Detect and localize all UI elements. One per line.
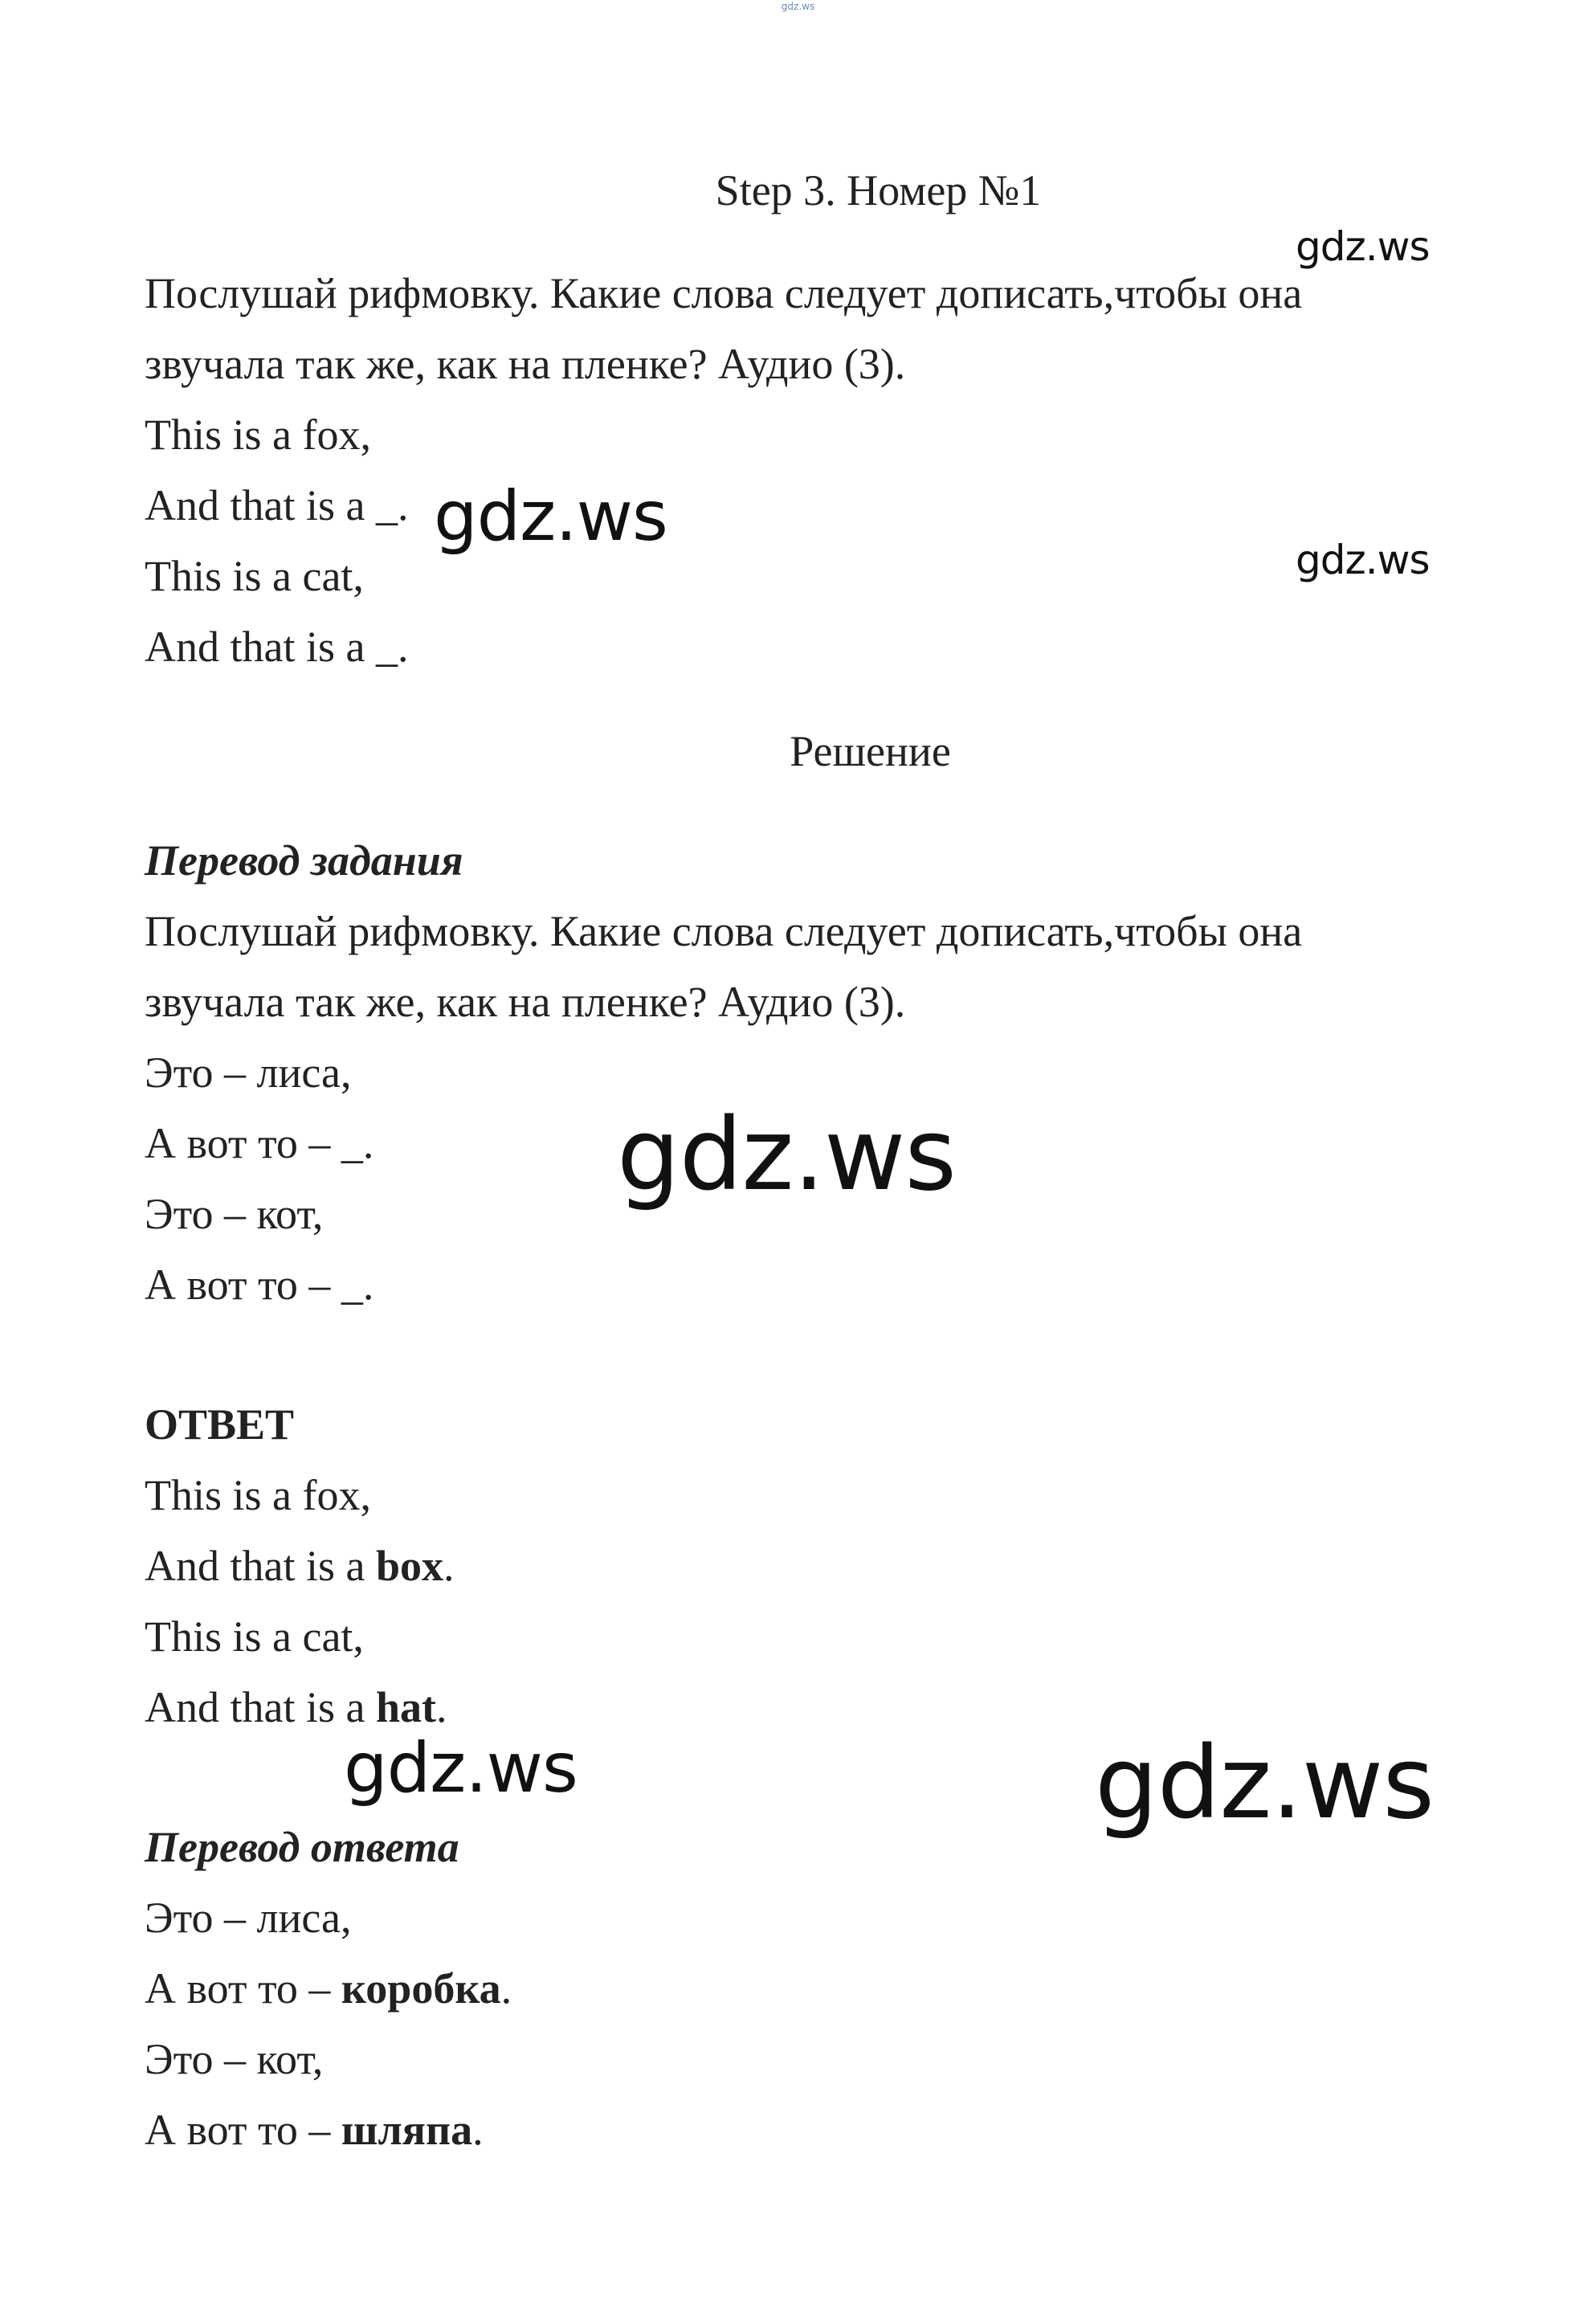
- poem-line: This is a cat,: [145, 552, 364, 600]
- watermark: gdz.ws: [1296, 223, 1430, 270]
- answer-word: hat: [375, 1683, 436, 1731]
- answer-text: And that is a: [145, 1542, 376, 1590]
- translation-instruction-line: Послушай рифмовку. Какие слова следует дописать,чтобы она: [145, 907, 1303, 955]
- answer-translation-line: Это – кот,: [145, 2035, 324, 2083]
- watermark: gdz.ws: [434, 476, 667, 557]
- answer-translation-word: коробка: [341, 1964, 501, 2013]
- answer-punct: .: [435, 1683, 447, 1731]
- watermark: gdz.ws: [617, 1097, 956, 1213]
- task-instruction-line: звучала так же, как на пленке? Аудио (3).: [145, 340, 906, 388]
- watermark: gdz.ws: [344, 1728, 578, 1808]
- answer-punct: .: [443, 1542, 455, 1590]
- answer-line: [145, 1544, 455, 1588]
- translation-instruction-line: звучала так же, как на пленке? Аудио (3).: [145, 978, 906, 1026]
- translation-poem-line: А вот то – _.: [145, 1119, 374, 1167]
- poem-line: And that is a _.: [145, 623, 409, 671]
- solution-heading: Решение: [790, 727, 951, 775]
- answer-translation-line: Это – лиса,: [145, 1894, 352, 1942]
- watermark: gdz.ws: [1296, 537, 1430, 583]
- translation-poem-line: Это – кот,: [145, 1190, 324, 1238]
- answer-line: This is a cat,: [145, 1612, 364, 1661]
- page-title: Step 3. Номер №1: [715, 166, 1042, 215]
- answer-word: box: [375, 1542, 444, 1590]
- translation-poem-line: А вот то – _.: [145, 1261, 374, 1309]
- translation-poem-line: Это – лиса,: [145, 1048, 352, 1097]
- answer-text: And that is a: [145, 1683, 376, 1731]
- answer-translation-line: [145, 2108, 484, 2152]
- answer-translation-punct: .: [472, 2106, 484, 2154]
- watermark: gdz.ws: [1095, 1726, 1434, 1841]
- poem-line: And that is a _.: [145, 481, 409, 529]
- answer-translation-line: [145, 1964, 512, 2013]
- answer-heading: ОТВЕТ: [145, 1400, 295, 1449]
- answer-line: This is a fox,: [145, 1471, 371, 1519]
- answer-translation-word: шляпа: [341, 2106, 473, 2154]
- poem-line: This is a fox,: [145, 411, 371, 459]
- answer-translation-heading: Перевод ответа: [145, 1823, 459, 1871]
- task-instruction-line: Послушай рифмовку. Какие слова следует дописать,чтобы она: [145, 269, 1303, 317]
- answer-line: [145, 1683, 447, 1731]
- answer-translation-punct: .: [500, 1964, 512, 2013]
- answer-translation-text: А вот то –: [145, 2106, 341, 2154]
- watermark-top: gdz.ws: [781, 1, 815, 12]
- answer-translation-text: А вот то –: [145, 1964, 341, 2013]
- translation-heading: Перевод задания: [145, 836, 463, 885]
